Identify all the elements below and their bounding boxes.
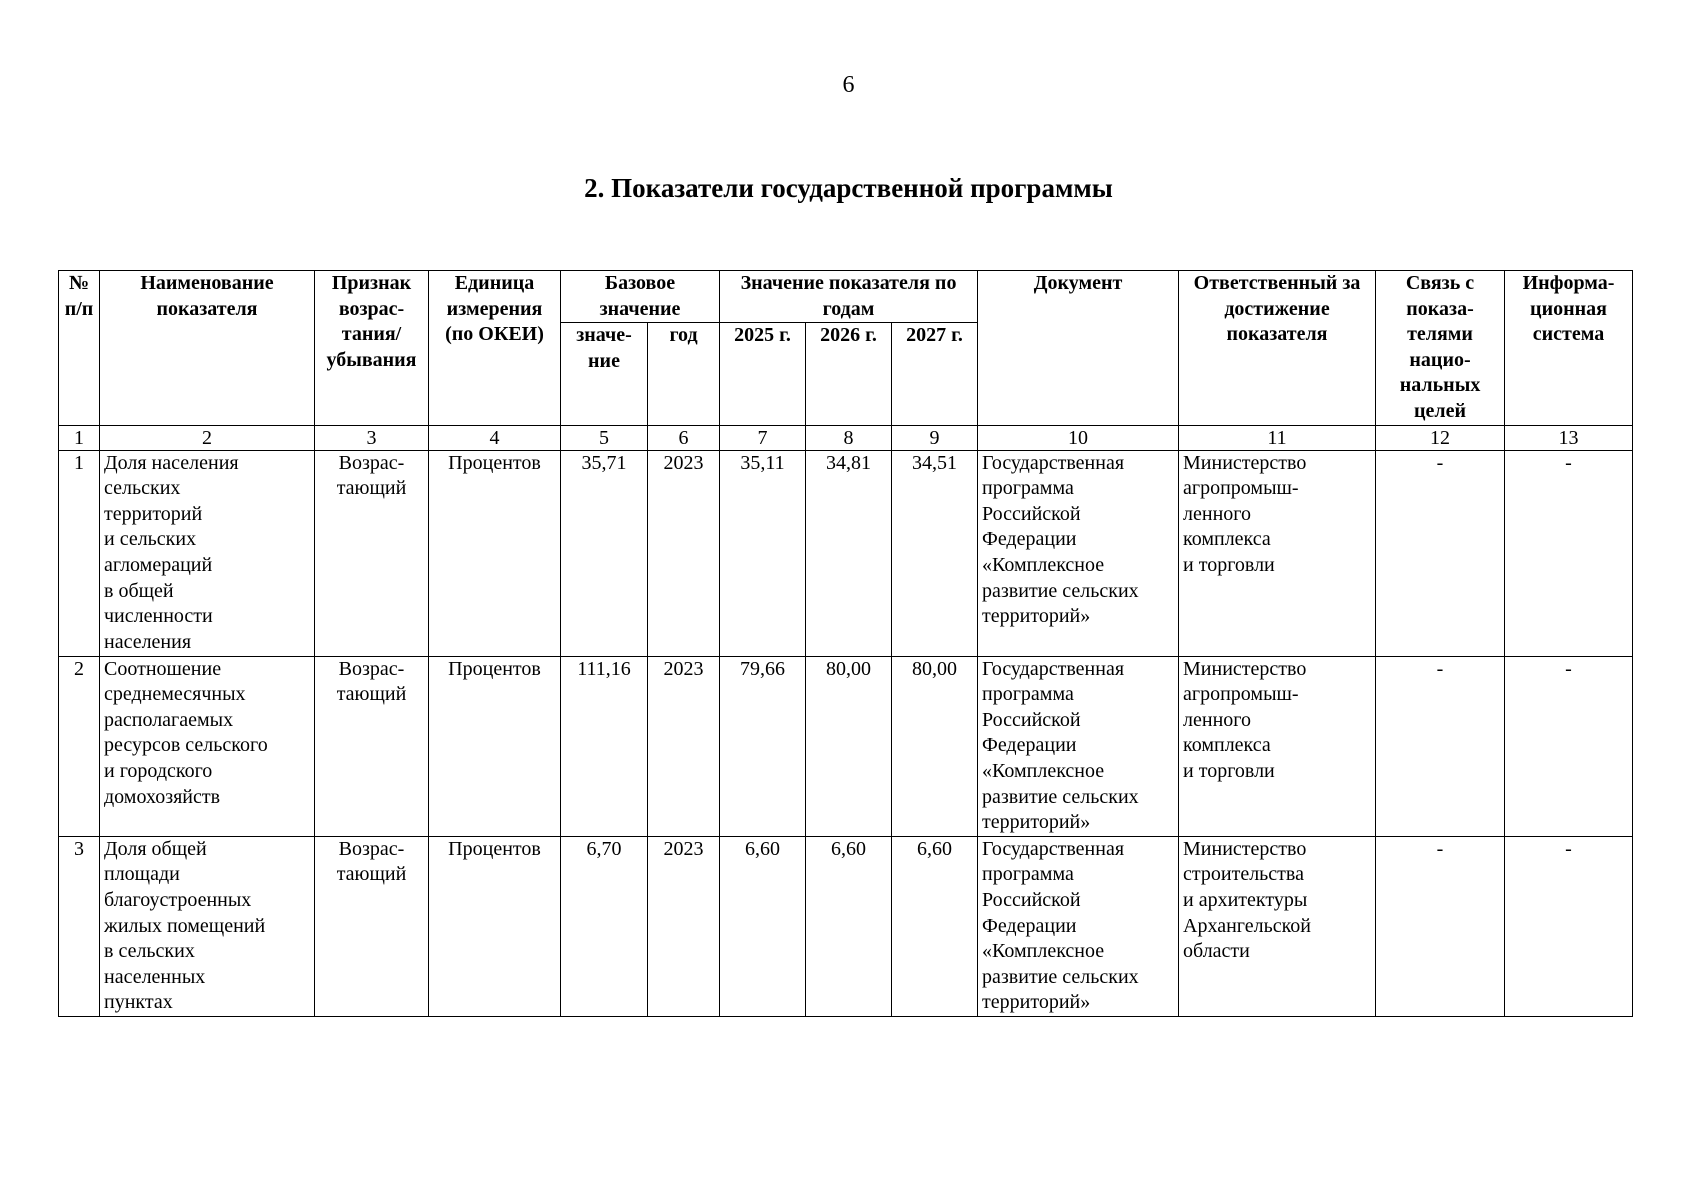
value-2025: 35,11 <box>720 450 806 656</box>
column-number-row <box>59 425 1633 450</box>
value-2026: 6,60 <box>806 836 892 1016</box>
document: Государственная программа Российской Федерации «Комплексное развитие сельских территорий» <box>978 450 1179 656</box>
trend-sign: Возрас- тающий <box>315 450 429 656</box>
national-goals-link: - <box>1376 450 1505 656</box>
base-year: 2023 <box>648 450 720 656</box>
column-number: 9 <box>892 425 978 450</box>
base-value: 6,70 <box>561 836 648 1016</box>
header-2027: 2027 г. <box>892 323 978 425</box>
column-number: 7 <box>720 425 806 450</box>
national-goals-link: - <box>1376 656 1505 836</box>
column-number: 11 <box>1179 425 1376 450</box>
value-2026: 80,00 <box>806 656 892 836</box>
header-document: Документ <box>978 271 1179 426</box>
national-goals-link: - <box>1376 836 1505 1016</box>
column-number: 2 <box>100 425 315 450</box>
column-number: 3 <box>315 425 429 450</box>
information-system: - <box>1505 836 1633 1016</box>
trend-sign: Возрас- тающий <box>315 656 429 836</box>
page-title: 2. Показатели государственной программы <box>584 173 1113 203</box>
unit: Процентов <box>429 836 561 1016</box>
document: Государственная программа Российской Федерации «Комплексное развитие сельских территорий» <box>978 836 1179 1016</box>
table-row <box>59 450 1633 656</box>
header-base-value: значе- ние <box>561 323 648 425</box>
responsible: Министерство агропромыш- ленного комплекса и торговли <box>1179 450 1376 656</box>
indicator-name: Доля общей площади благоустроенных жилых помещений в сельских населенных пунктах <box>100 836 315 1016</box>
base-year: 2023 <box>648 656 720 836</box>
value-2027: 80,00 <box>892 656 978 836</box>
header-link: Связь с показа- телями нацио- нальных целей <box>1376 271 1505 426</box>
information-system: - <box>1505 656 1633 836</box>
document: Государственная программа Российской Федерации «Комплексное развитие сельских территорий» <box>978 656 1179 836</box>
responsible: Министерство строительства и архитектуры Архангельской области <box>1179 836 1376 1016</box>
value-2025: 6,60 <box>720 836 806 1016</box>
header-name: Наименование показателя <box>100 271 315 426</box>
value-2027: 34,51 <box>892 450 978 656</box>
header-row <box>59 271 1633 323</box>
base-value: 35,71 <box>561 450 648 656</box>
value-2027: 6,60 <box>892 836 978 1016</box>
header-sign: Признак возрас- тания/ убывания <box>315 271 429 426</box>
value-2026: 34,81 <box>806 450 892 656</box>
trend-sign: Возрас- тающий <box>315 836 429 1016</box>
row-number: 3 <box>59 836 100 1016</box>
row-number: 2 <box>59 656 100 836</box>
column-number: 4 <box>429 425 561 450</box>
row-number: 1 <box>59 450 100 656</box>
header-num: № п/п <box>59 271 100 426</box>
value-2025: 79,66 <box>720 656 806 836</box>
header-by-years: Значение показателя по годам <box>720 271 978 323</box>
indicator-name: Соотношение среднемесячных располагаемых ресурсов сельского и городского домохозяйств <box>100 656 315 836</box>
column-number: 13 <box>1505 425 1633 450</box>
header-base: Базовое значение <box>561 271 720 323</box>
unit: Процентов <box>429 450 561 656</box>
unit: Процентов <box>429 656 561 836</box>
column-number: 5 <box>561 425 648 450</box>
base-value: 111,16 <box>561 656 648 836</box>
indicator-name: Доля населения сельских территорий и сельских агломераций в общей численности населения <box>100 450 315 656</box>
column-number: 12 <box>1376 425 1505 450</box>
header-unit: Единица измерения (по ОКЕИ) <box>429 271 561 426</box>
base-year: 2023 <box>648 836 720 1016</box>
column-number: 1 <box>59 425 100 450</box>
indicators-table <box>58 270 1633 1017</box>
table-row <box>59 656 1633 836</box>
header-responsible: Ответственный за достижение показателя <box>1179 271 1376 426</box>
header-base-year: год <box>648 323 720 425</box>
column-number: 8 <box>806 425 892 450</box>
information-system: - <box>1505 450 1633 656</box>
header-system: Информа- ционная система <box>1505 271 1633 426</box>
page-number: 6 <box>842 72 855 98</box>
column-number: 6 <box>648 425 720 450</box>
column-number: 10 <box>978 425 1179 450</box>
header-2025: 2025 г. <box>720 323 806 425</box>
responsible: Министерство агропромыш- ленного комплекса и торговли <box>1179 656 1376 836</box>
header-2026: 2026 г. <box>806 323 892 425</box>
table-row <box>59 836 1633 1016</box>
